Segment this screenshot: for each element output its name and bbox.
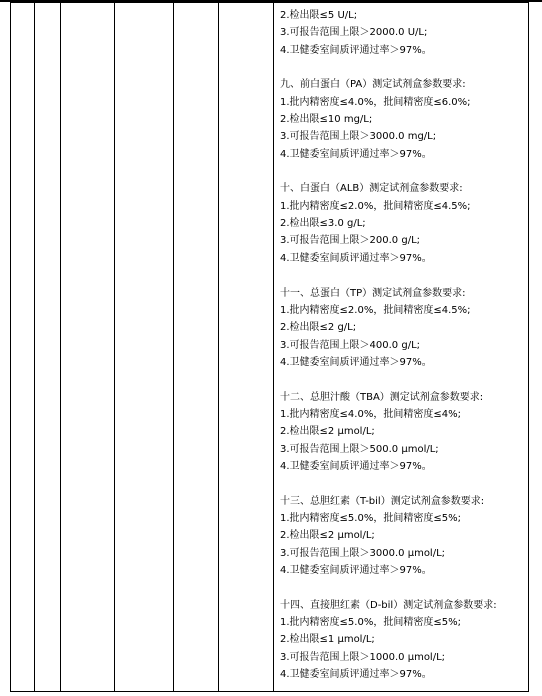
empty-cell-3 [61, 3, 115, 692]
text-line: 1.批内精密度≤4.0%，批间精密度≤6.0%; [280, 96, 471, 108]
section-heading: 十、白蛋白（ALB）测定试剂盒参数要求: [280, 183, 463, 195]
text-line: 3.可报告范围上限＞500.0 μmol/L; [280, 443, 439, 455]
section-heading: 十二、总胆汁酸（TBA）测定试剂盒参数要求: [280, 391, 484, 403]
text-line: 2.检出限≤2 g/L; [280, 322, 357, 334]
text-line: 1.批内精密度≤2.0%，批间精密度≤4.5%; [280, 304, 471, 316]
text-line: 2.检出限≤1 μmol/L; [280, 634, 375, 646]
text-line: 1.批内精密度≤2.0%，批间精密度≤4.5%; [280, 200, 471, 212]
text-line: 3.可报告范围上限＞3000.0 mg/L; [280, 131, 437, 143]
section-heading: 十三、总胆红素（T-bil）测定试剂盒参数要求: [280, 495, 485, 507]
requirements-text [274, 3, 528, 683]
empty-cell-6 [219, 3, 274, 692]
text-line: 1.批内精密度≤4.0%，批间精密度≤4%; [280, 408, 461, 420]
spacer [280, 267, 524, 284]
empty-cell-1 [11, 3, 35, 692]
table-row [11, 3, 529, 692]
section-heading: 十一、总蛋白（TP）测定试剂盒参数要求: [280, 287, 466, 299]
text-line: 4.卫健委室间质评通过率＞97%。 [280, 356, 432, 368]
text-line: 4.卫健委室间质评通过率＞97%。 [280, 148, 432, 160]
text-line: 3.可报告范围上限＞1000.0 μmol/L; [280, 651, 446, 663]
text-line: 2.检出限≤2 μmol/L; [280, 530, 375, 542]
section-heading: 十四、直接胆红素（D-bil）测定试剂盒参数要求: [280, 599, 497, 611]
text-line: 3.可报告范围上限＞3000.0 μmol/L; [280, 547, 446, 559]
text-line: 2.检出限≤2 μmol/L; [280, 426, 375, 438]
text-line: 3.可报告范围上限＞2000.0 U/L; [280, 27, 428, 39]
section-heading: 九、前白蛋白（PA）测定试剂盒参数要求: [280, 79, 466, 91]
text-line: 4.卫健委室间质评通过率＞97%。 [280, 565, 432, 576]
text-line: 4.卫健委室间质评通过率＞97%。 [280, 252, 432, 264]
empty-cell-4 [115, 3, 174, 692]
text-line: 3.可报告范围上限＞200.0 g/L; [280, 235, 421, 247]
requirements-cell [274, 3, 529, 692]
text-line: 4.卫健委室间质评通过率＞97%。 [280, 669, 432, 681]
text-line: 2.检出限≤5 U/L; [280, 10, 358, 21]
text-line: 2.检出限≤10 mg/L; [280, 114, 373, 126]
text-line: 1.批内精密度≤5.0%，批间精密度≤5%; [280, 617, 461, 629]
spacer [280, 475, 524, 492]
spacer [280, 59, 524, 76]
text-line: 2.检出限≤3.0 g/L; [280, 218, 366, 230]
spec-table [10, 2, 529, 692]
spacer [280, 371, 524, 388]
text-line: 1.批内精密度≤5.0%，批间精密度≤5%; [280, 512, 461, 524]
spacer [280, 163, 524, 180]
spacer [280, 579, 524, 596]
empty-cell-5 [174, 3, 219, 692]
empty-cell-2 [35, 3, 61, 692]
text-line: 3.可报告范围上限＞400.0 g/L; [280, 339, 421, 351]
text-line: 4.卫健委室间质评通过率＞97%。 [280, 44, 432, 56]
text-line: 4.卫健委室间质评通过率＞97%。 [280, 460, 432, 472]
